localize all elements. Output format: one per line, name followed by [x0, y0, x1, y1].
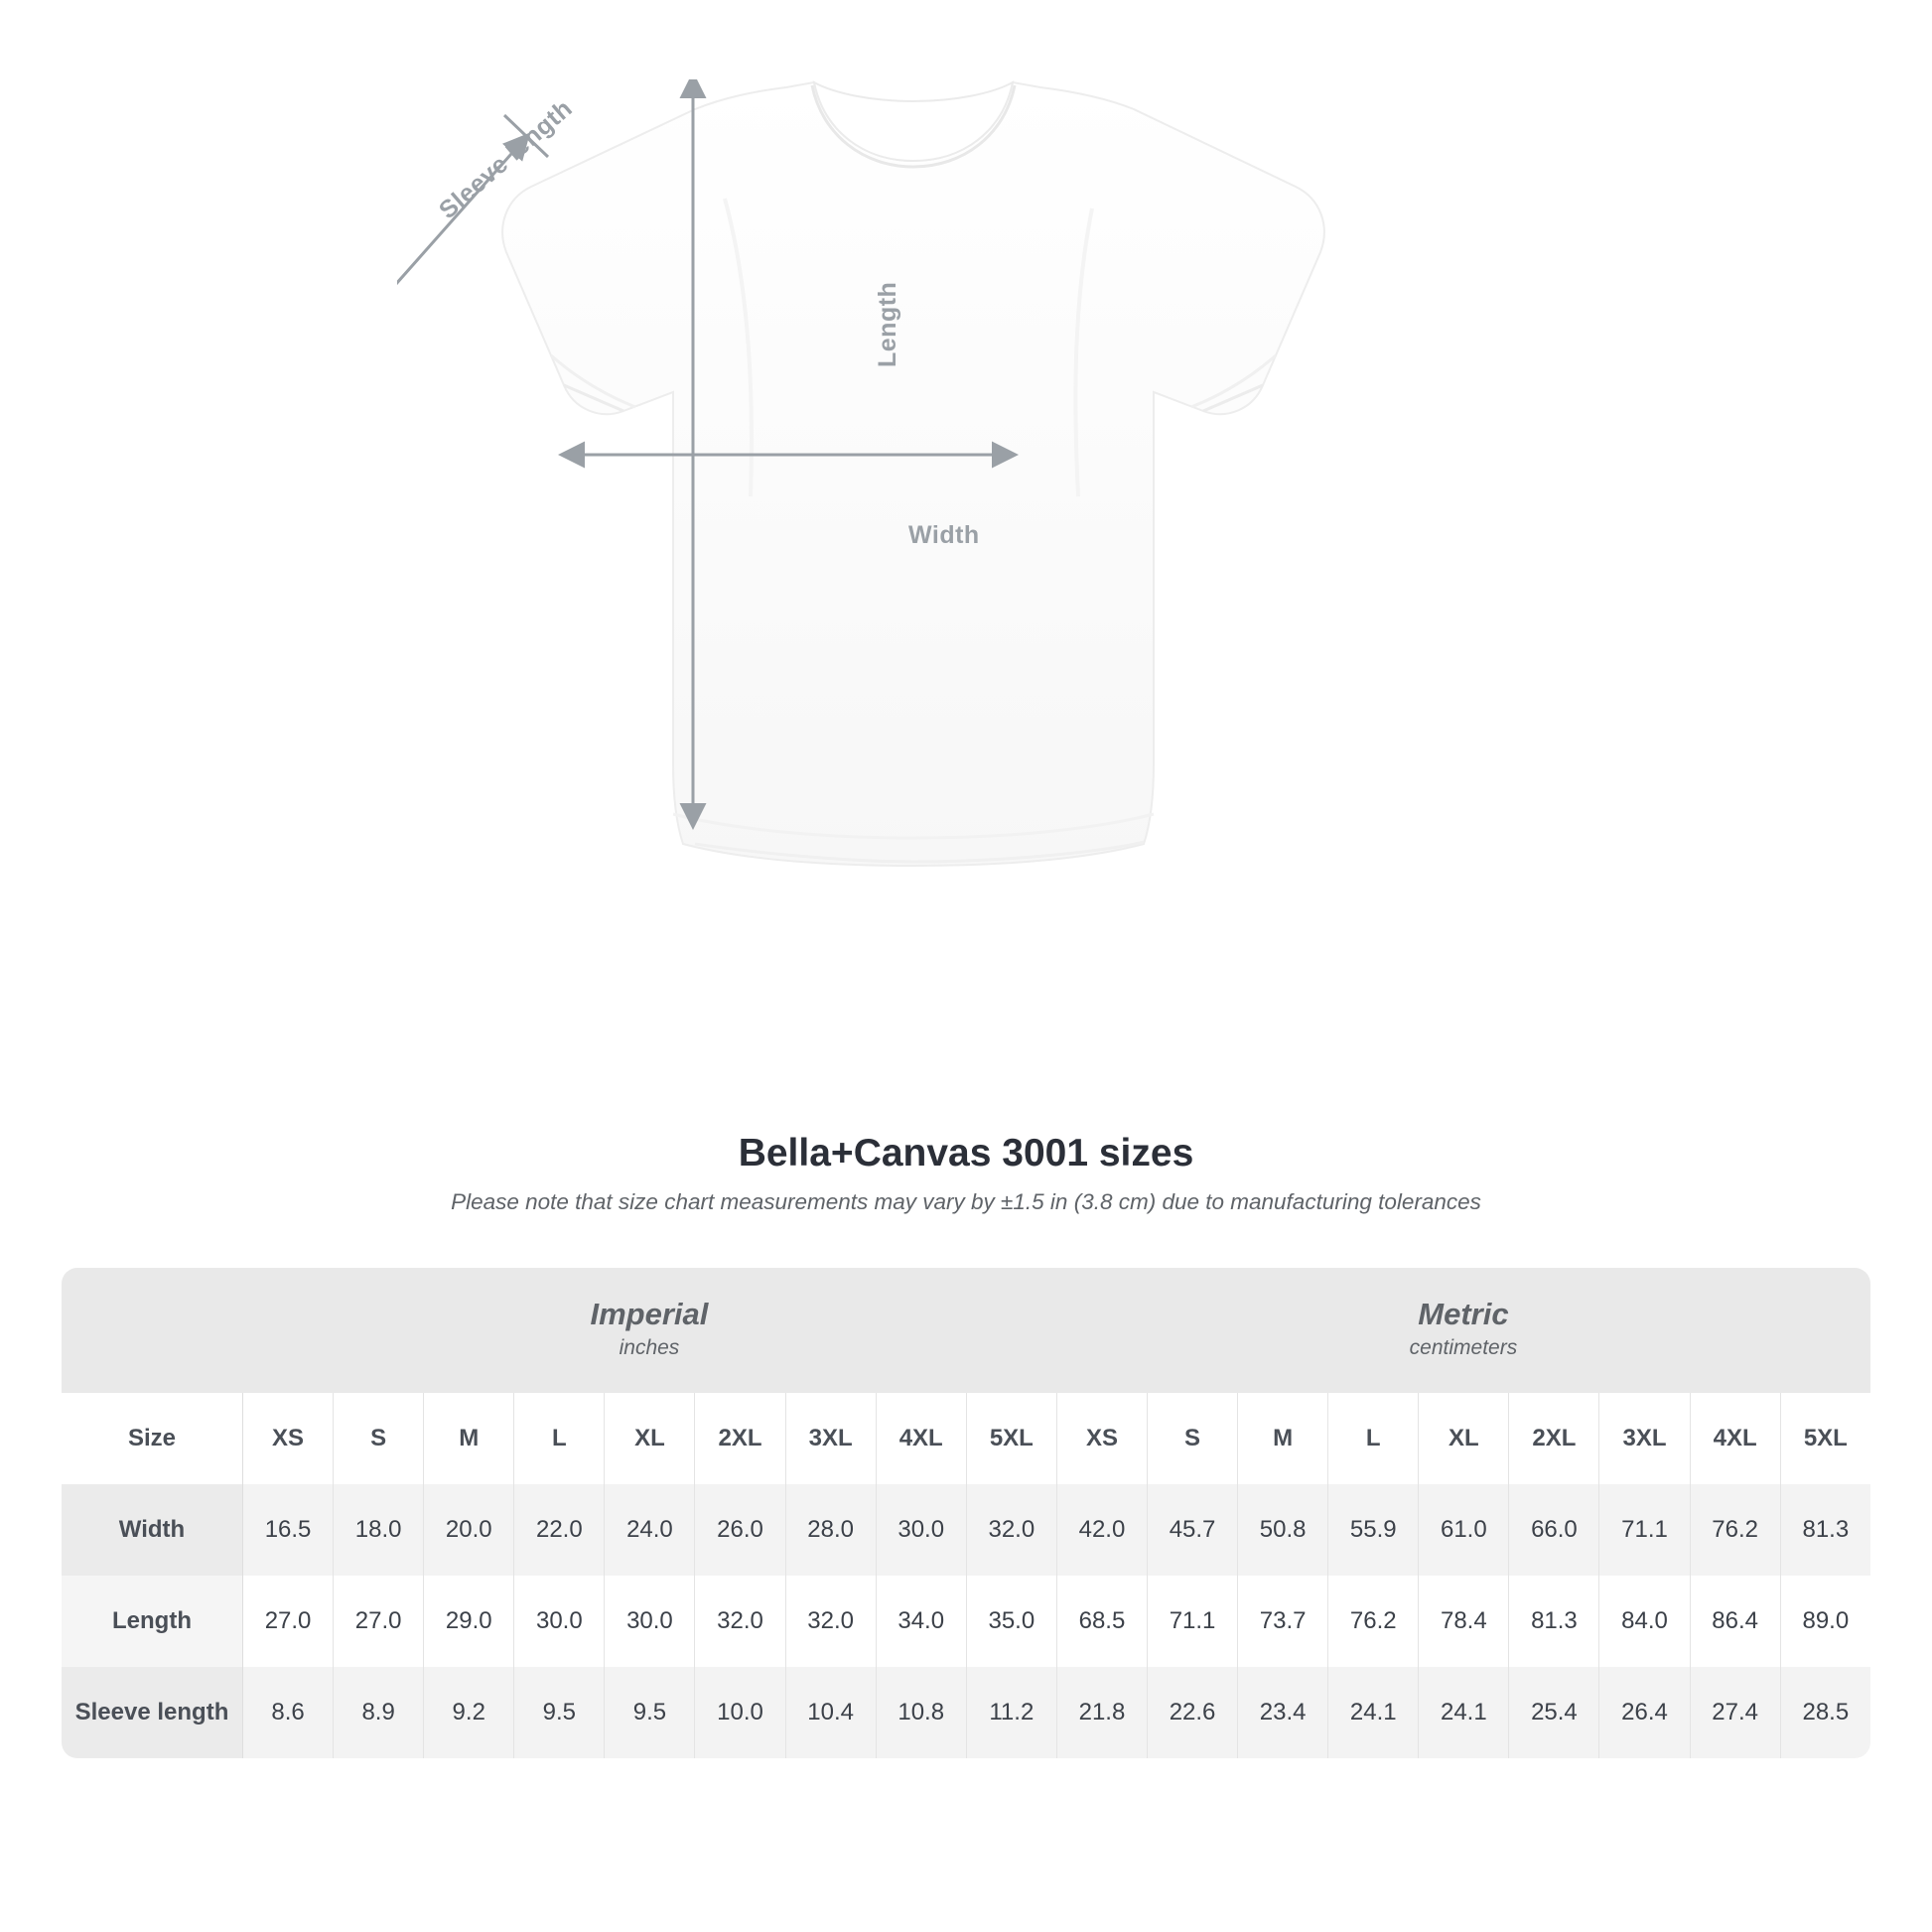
value-cell: 10.4: [785, 1667, 876, 1758]
row-label-size: Size: [62, 1393, 242, 1484]
length-label: Length: [874, 281, 901, 367]
value-cell: 27.4: [1690, 1667, 1780, 1758]
value-cell: 30.0: [513, 1576, 604, 1667]
unit-name-imperial: Imperial: [590, 1297, 709, 1332]
value-cell: 84.0: [1598, 1576, 1689, 1667]
value-cell: 22.6: [1147, 1667, 1237, 1758]
value-cell: 73.7: [1237, 1576, 1327, 1667]
table-header-row: [62, 1393, 1870, 1484]
unit-group-imperial: [242, 1268, 1056, 1393]
value-cell: 81.3: [1780, 1484, 1870, 1576]
unit-group-metric: [1056, 1268, 1870, 1393]
value-cell: 61.0: [1418, 1484, 1508, 1576]
value-cell: 16.5: [242, 1484, 333, 1576]
size-header-cell: XS: [242, 1393, 333, 1484]
value-cell: 9.5: [513, 1667, 604, 1758]
value-cell: 26.4: [1598, 1667, 1689, 1758]
size-header-cell: 3XL: [785, 1393, 876, 1484]
value-cell: 32.0: [694, 1576, 784, 1667]
value-cell: 66.0: [1508, 1484, 1598, 1576]
value-cell: 24.1: [1418, 1667, 1508, 1758]
size-header-cell: 2XL: [1508, 1393, 1598, 1484]
size-header-cell: S: [333, 1393, 423, 1484]
value-cell: 76.2: [1690, 1484, 1780, 1576]
size-header-cell: M: [423, 1393, 513, 1484]
value-cell: 50.8: [1237, 1484, 1327, 1576]
value-cell: 71.1: [1598, 1484, 1689, 1576]
value-cell: 81.3: [1508, 1576, 1598, 1667]
table-row: [62, 1667, 1870, 1758]
row-label-sleeve-length: Sleeve length: [62, 1667, 242, 1758]
value-cell: 11.2: [966, 1667, 1056, 1758]
value-cell: 22.0: [513, 1484, 604, 1576]
value-cell: 30.0: [604, 1576, 694, 1667]
size-header-cell: L: [1327, 1393, 1418, 1484]
value-cell: 23.4: [1237, 1667, 1327, 1758]
value-cell: 55.9: [1327, 1484, 1418, 1576]
size-header-cell: 4XL: [1690, 1393, 1780, 1484]
table-row: [62, 1484, 1870, 1576]
value-cell: 8.9: [333, 1667, 423, 1758]
value-cell: 78.4: [1418, 1576, 1508, 1667]
value-cell: 18.0: [333, 1484, 423, 1576]
value-cell: 25.4: [1508, 1667, 1598, 1758]
size-table-wrapper: [62, 1268, 1870, 1758]
value-cell: 32.0: [966, 1484, 1056, 1576]
value-cell: 21.8: [1056, 1667, 1147, 1758]
row-label-width: Width: [62, 1484, 242, 1576]
unit-sub-metric: centimeters: [1409, 1336, 1518, 1360]
size-header-cell: XL: [604, 1393, 694, 1484]
value-cell: 89.0: [1780, 1576, 1870, 1667]
unit-corner-cell: [62, 1268, 242, 1393]
value-cell: 10.8: [876, 1667, 966, 1758]
value-cell: 35.0: [966, 1576, 1056, 1667]
value-cell: 28.0: [785, 1484, 876, 1576]
table-row: [62, 1576, 1870, 1667]
size-header-cell: M: [1237, 1393, 1327, 1484]
value-cell: 26.0: [694, 1484, 784, 1576]
value-cell: 9.2: [423, 1667, 513, 1758]
chart-heading: [0, 1132, 1932, 1215]
value-cell: 30.0: [876, 1484, 966, 1576]
value-cell: 34.0: [876, 1576, 966, 1667]
value-cell: 20.0: [423, 1484, 513, 1576]
unit-name-metric: Metric: [1418, 1297, 1509, 1332]
value-cell: 10.0: [694, 1667, 784, 1758]
value-cell: 68.5: [1056, 1576, 1147, 1667]
width-label: Width: [908, 521, 980, 549]
size-header-cell: 2XL: [694, 1393, 784, 1484]
value-cell: 8.6: [242, 1667, 333, 1758]
value-cell: 24.0: [604, 1484, 694, 1576]
tolerance-note: Please note that size chart measurements may vary by ±1.5 in (3.8 cm) due to manufacturing tolerances: [451, 1189, 1481, 1214]
unit-sub-imperial: inches: [619, 1336, 680, 1360]
value-cell: 32.0: [785, 1576, 876, 1667]
row-label-length: Length: [62, 1576, 242, 1667]
size-table: [62, 1268, 1870, 1758]
size-header-cell: XS: [1056, 1393, 1147, 1484]
tshirt-icon: [397, 79, 1489, 1072]
size-header-cell: 3XL: [1598, 1393, 1689, 1484]
value-cell: 29.0: [423, 1576, 513, 1667]
value-cell: 9.5: [604, 1667, 694, 1758]
sleeve-length-label: Sleeve length: [434, 93, 578, 225]
value-cell: 27.0: [242, 1576, 333, 1667]
value-cell: 86.4: [1690, 1576, 1780, 1667]
value-cell: 42.0: [1056, 1484, 1147, 1576]
value-cell: 76.2: [1327, 1576, 1418, 1667]
size-header-cell: 4XL: [876, 1393, 966, 1484]
value-cell: 28.5: [1780, 1667, 1870, 1758]
value-cell: 45.7: [1147, 1484, 1237, 1576]
size-header-cell: L: [513, 1393, 604, 1484]
size-header-cell: 5XL: [1780, 1393, 1870, 1484]
size-header-cell: 5XL: [966, 1393, 1056, 1484]
size-header-cell: S: [1147, 1393, 1237, 1484]
value-cell: 71.1: [1147, 1576, 1237, 1667]
value-cell: 24.1: [1327, 1667, 1418, 1758]
size-header-cell: XL: [1418, 1393, 1508, 1484]
table-unit-row: [62, 1268, 1870, 1393]
page-title: Bella+Canvas 3001 sizes: [738, 1132, 1194, 1174]
value-cell: 27.0: [333, 1576, 423, 1667]
